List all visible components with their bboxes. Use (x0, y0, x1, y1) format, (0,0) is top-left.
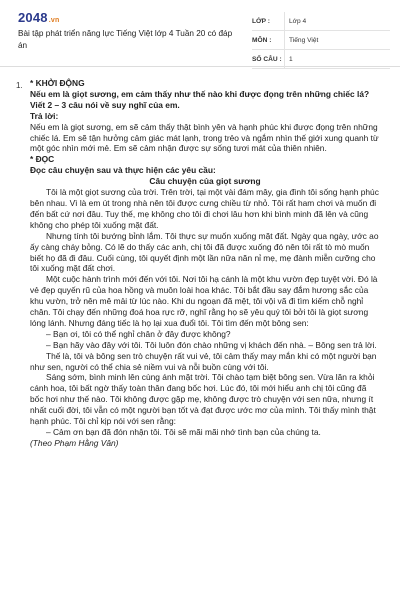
meta-value: Lớp 4 (284, 12, 390, 30)
story-paragraph: – Bạn ơi, tôi có thể nghỉ chân ở đây được không? (46, 328, 231, 339)
section-heading: * ĐỌC (30, 154, 55, 165)
meta-label: MÔN : (252, 36, 272, 44)
question-number: 1. (16, 81, 23, 90)
story-paragraph: Sáng sớm, bình minh lên cùng ánh mặt trời. Tôi chào tạm biệt bông sen. Vừa lăn ra khỏi cánh hoa, tôi bất ngờ thấy toàn thân đang bốc hơi. Lúc đó, tôi mới hiểu anh chị tôi cũng đã bốc hơi như thế nào. Tôi không được gặp mẹ, không được trò chuyện với sen nữa, nhưng ít nhất cuối đời, tôi vẫn có một người bạn tốt và đạt được ước mơ của mình. Tôi thấy mình thật hạnh phúc. Tôi chỉ kịp nói với sen rằng: (30, 372, 376, 427)
page-header (0, 0, 400, 67)
answer-text: Nếu em là giọt sương, em sẽ cảm thấy thật bình yên và hạnh phúc khi được đọng trên những chiếc lá. Em sẽ tận hưởng cảm giác mát lạnh, trong trẻo và ngắm nhìn thế giới xung quanh từ một góc nhìn mới mẻ. Em sẽ cảm nhận được sự sống tươi mát của thiên nhiên. (30, 121, 379, 154)
story-paragraph: Thế là, tôi và bông sen trò chuyện rất vui vẻ, tôi cảm thấy may mắn khi có một người bạn như sen, người có thể chia sẻ niềm vui và nỗi buồn cùng với tôi. (30, 350, 377, 372)
meta-row-subject (252, 31, 390, 50)
story-paragraph: – Cảm ơn bạn đã đón nhận tôi. Tôi sẽ mãi mãi nhớ tình bạn của chúng ta. (46, 427, 321, 437)
meta-label: LỚP : (252, 17, 270, 25)
answer-label: Trả lời: (30, 110, 59, 121)
meta-label: SỐ CÂU : (252, 55, 282, 63)
question-prompt: Nếu em là giọt sương, em cảm thấy như thế nào khi được đọng trên những chiếc lá? Viết 2 – 3 câu nói về suy nghĩ của em. (30, 88, 370, 110)
site-logo[interactable] (18, 10, 59, 25)
meta-row-class (252, 12, 390, 31)
story-paragraph: Nhưng tính tôi bướng bỉnh lắm. Tôi thực sự muốn xuống mặt đất. Ngày qua ngày, ước ao ấy càng cháy bỏng. Có lẽ do thấy các anh, chị tôi đã được xuống đó nên tôi rất tò mò muốn biết họ đã đi đâu. Cuối cùng, tôi quyết định một lần nữa năn nỉ mẹ, mẹ đành miễn cưỡng cho tôi xuống mặt đất chơi. (30, 230, 379, 274)
story-title: Câu chuyện của giọt sương (149, 176, 261, 187)
question-body (30, 78, 380, 449)
meta-row-count (252, 50, 390, 69)
question-prompt: Đọc câu chuyện sau và thực hiện các yêu cầu: (30, 165, 216, 176)
story-source: (Theo Phạm Hằng Vân) (30, 437, 119, 448)
story-paragraph: Tôi là một giọt sương của trời. Trên trời, tại một vài đám mây, gia đình tôi sống hạnh phúc bên nhau. Vì là em út trong nhà nên tôi được cưng chiều từ nhỏ. Tôi rất ham chơi và muốn đi đến bất cứ nơi đâu. Tuy thế, mẹ không cho tôi đi chơi lâu hơn khi bình minh đã lên và cũng không cho phép tôi xuống mặt đất. (30, 187, 379, 230)
logo-text: 2048 (18, 10, 48, 25)
document-title: Bài tập phát triển năng lực Tiếng Việt lớp 4 Tuần 20 có đáp án (18, 29, 233, 50)
section-heading: * KHỞI ĐỘNG (30, 78, 85, 88)
story-paragraph: Một cuộc hành trình mới đến với tôi. Nơi tôi hạ cánh là một khu vườn đẹp tuyệt vời. Đó là vẻ đẹp quyến rũ của hoa hồng và muôn loài hoa khác. Tôi bắt đầu say đắm hương sắc của khu vườn, trở nên mê mải từ lúc nào. Khi du ngoạn đã mệt, tôi vội vã đi tìm kiếm chỗ nghỉ chân. Tôi chạy đến những đoá hoa rực rỡ, nghĩ rằng họ sẽ yêu quý tôi bởi tôi là giọt sương lóng lánh. Nhưng đáng tiếc là họ lại xua đuổi tôi. Tôi tìm đến một bông sen: (30, 274, 378, 328)
logo-suffix: .vn (48, 17, 60, 24)
meta-value: 1 (284, 50, 390, 68)
meta-table (252, 12, 390, 69)
story-paragraph: – Bạn hãy vào đây với tôi. Tôi luôn đón chào những vị khách đến nhà. – Bông sen trả lời. (46, 339, 377, 350)
meta-value: Tiếng Việt (284, 31, 390, 49)
